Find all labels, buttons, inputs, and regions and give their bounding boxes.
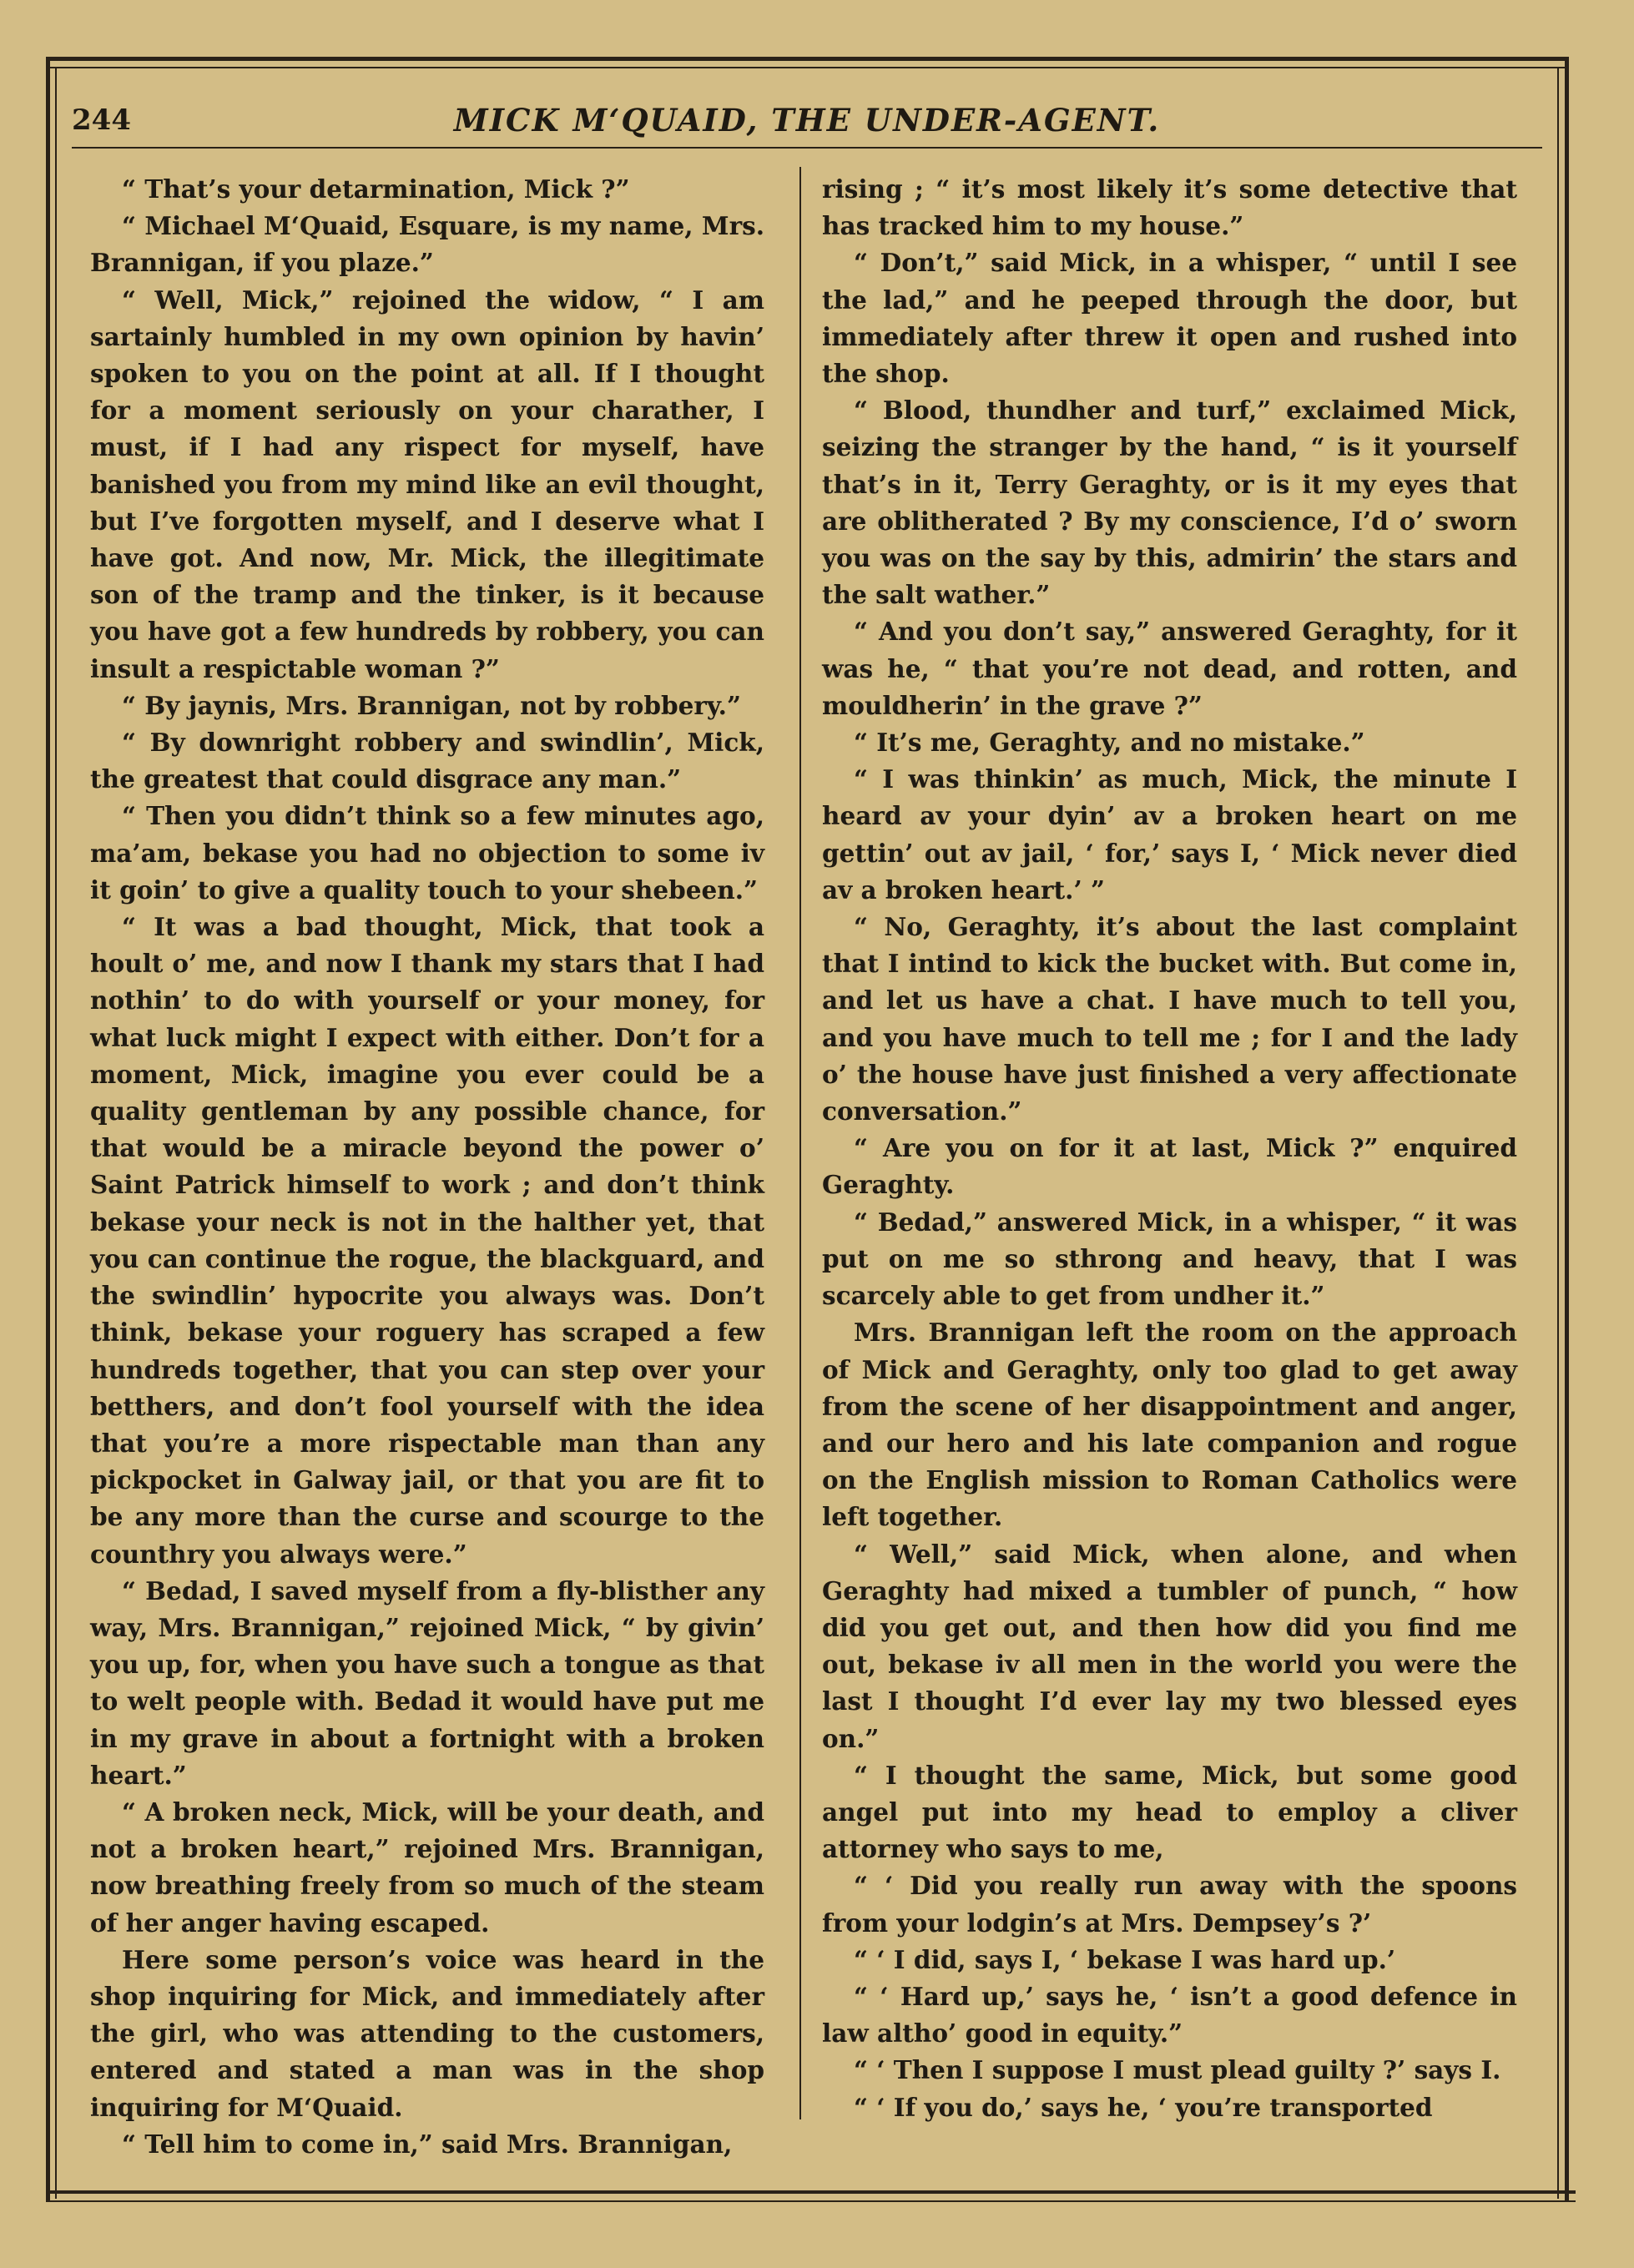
paragraph: “ And you don’t say,” answered Geraghty, for it was he, “ that you’re not dead, and rotten, and mouldherin’ in the grave ?” (822, 617, 1517, 720)
paragraph: “ It’s me, Geraghty, and no mistake.” (854, 728, 1365, 758)
paragraph: “ I was thinkin’ as much, Mick, the minute I heard av your dyin’ av a broken heart on me gettin’ out av jail, ‘ for,’ says I, ‘ Mick never died av a broken heart.’ ” (822, 764, 1517, 905)
frame-rule-left-inner (55, 67, 57, 2199)
frame-rule-bottom (46, 2190, 1576, 2194)
column-divider (799, 167, 801, 2119)
paragraph: “ Well,” said Mick, when alone, and when Geraghty had mixed a tumbler of punch, “ how did you get out, and then how did you find me out, bekase iv all men in the world you were the last I thought I’d ever lay my two blessed eyes on.” (822, 1539, 1517, 1753)
left-column (90, 171, 764, 2163)
paragraph: “ Blood, thundher and turf,” exclaimed Mick, seizing the stranger by the hand, “ is it yourself that’s in it, Terry Geraghty, or is it my eyes that are oblitherated ? By my conscience, I’d o’ sworn you was on the say by this, admirin’ the stars and the salt wather.” (822, 396, 1517, 610)
frame-rule-left (46, 57, 50, 2202)
running-title: MICK M‘QUAID, THE UNDER-AGENT. (453, 102, 1161, 139)
paragraph: “ By downright robbery and swindlin’, Mick, the greatest that could disgrace any man.” (90, 728, 764, 794)
paragraph: “ Well, Mick,” rejoined the widow, “ I am sartainly humbled in my own opinion by havin’ spoken to you on the point at all. If I thought for a moment seriously on your charather, I must, if I had any rispect for myself, have banished you from my mind like an evil thought, but I’ve forgotten myself, and I deserve what I have got. And now, Mr. Mick, the illegitimate son of the tramp and the tinker, is it because you have got a few hundreds by robbery, you can insult a respictable woman ?” (90, 285, 764, 683)
right-column (822, 171, 1517, 2126)
paragraph: “ Michael M‘Quaid, Esquare, is my name, Mrs. Brannigan, if you plaze.” (90, 211, 764, 278)
page-number: 244 (72, 103, 131, 137)
paragraph: “ ‘ Then I suppose I must plead guilty ?’ says I. (854, 2055, 1501, 2085)
paragraph: “ A broken neck, Mick, will be your death, and not a broken heart,” rejoined Mrs. Brannigan, now breathing freely from so much of the steam of her anger having escaped. (90, 1797, 764, 1938)
frame-rule-right-inner (1557, 67, 1559, 2199)
paragraph: “ I thought the same, Mick, but some good angel put into my head to employ a cliver attorney who says to me, (822, 1760, 1517, 1864)
frame-rule-top (46, 57, 1569, 61)
paragraph: “ Don’t,” said Mick, in a whisper, “ until I see the lad,” and he peeped through the door, but immediately after threw it open and rushed into the shop. (822, 248, 1517, 389)
paragraph: “ That’s your detarmination, Mick ?” (122, 174, 630, 204)
paragraph: Here some person’s voice was heard in the shop inquiring for Mick, and immediately after the girl, who was attending to the customers, entered and stated a man was in the shop inquiring for M‘Quaid. (90, 1944, 764, 2122)
frame-rule-top-inner (46, 67, 1569, 68)
paragraph: “ Bedad, I saved myself from a fly-blisther any way, Mrs. Brannigan,” rejoined Mick, “ by givin’ you up, for, when you have such a tongue as that to welt people with. Bedad it would have put me in my grave in about a fortnight with a broken heart.” (90, 1575, 764, 1790)
running-header (72, 98, 1542, 149)
paragraph: “ ‘ Hard up,’ says he, ‘ isn’t a good defence in law altho’ good in equity.” (822, 1981, 1517, 2049)
paragraph: “ It was a bad thought, Mick, that took a hoult o’ me, and now I thank my stars that I had nothin’ to do with yourself or your money, for what luck might I expect with either. Don’t for a moment, Mick, imagine you ever could be a quality gentleman by any possible chance, for that would be a miracle beyond the power o’ Saint Patrick himself to work ; and don’t think bekase your neck is not in the halther yet, that you can continue the rogue, the blackguard, and the swindlin’ hypocrite you always was. Don’t think, bekase your roguery has scraped a few hundreds together, that you can step over your betthers, and don’t fool yourself with the idea that you’re a more rispectable man than any pickpocket in Galway jail, or that you are fit to be any more than the curse and scourge to the counthry you always were.” (90, 912, 764, 1569)
paragraph: Mrs. Brannigan left the room on the approach of Mick and Geraghty, only too glad to get away from the scene of her disappointment and anger, and our hero and his late companion and rogue on the English mission to Roman Catholics were left together. (822, 1318, 1517, 1532)
paragraph: “ ‘ Did you really run away with the spoons from your lodgin’s at Mrs. Dempsey’s ?’ (822, 1871, 1517, 1938)
paragraph: “ Tell him to come in,” said Mrs. Brannigan, (122, 2129, 733, 2159)
paragraph: “ Bedad,” answered Mick, in a whisper, “ it was put on me so sthrong and heavy, that I was scarcely able to get from undher it.” (822, 1207, 1517, 1311)
frame-rule-bottom-inner (46, 2200, 1576, 2202)
paragraph: “ ‘ If you do,’ says he, ‘ you’re transported (854, 2092, 1433, 2122)
paragraph-continuation: rising ; “ it’s most likely it’s some detective that has tracked him to my house.” (822, 174, 1517, 241)
paragraph: “ ‘ I did, says I, ‘ bekase I was hard up.’ (854, 1944, 1396, 1974)
paragraph: “ No, Geraghty, it’s about the last complaint that I intind to kick the bucket with. But come in, and let us have a chat. I have much to tell you, and you have much to tell me ; for I and the lady o’ the house have just finished a very affectionate conversation.” (822, 912, 1517, 1126)
paragraph: “ Then you didn’t think so a few minutes ago, ma’am, bekase you had no objection to some iv it goin’ to give a quality touch to your shebeen.” (90, 801, 764, 905)
frame-rule-right (1565, 57, 1569, 2202)
paragraph: “ Are you on for it at last, Mick ?” enquired Geraghty. (822, 1133, 1517, 1200)
paragraph: “ By jaynis, Mrs. Brannigan, not by robbery.” (122, 690, 741, 720)
header-rule (72, 147, 1542, 149)
